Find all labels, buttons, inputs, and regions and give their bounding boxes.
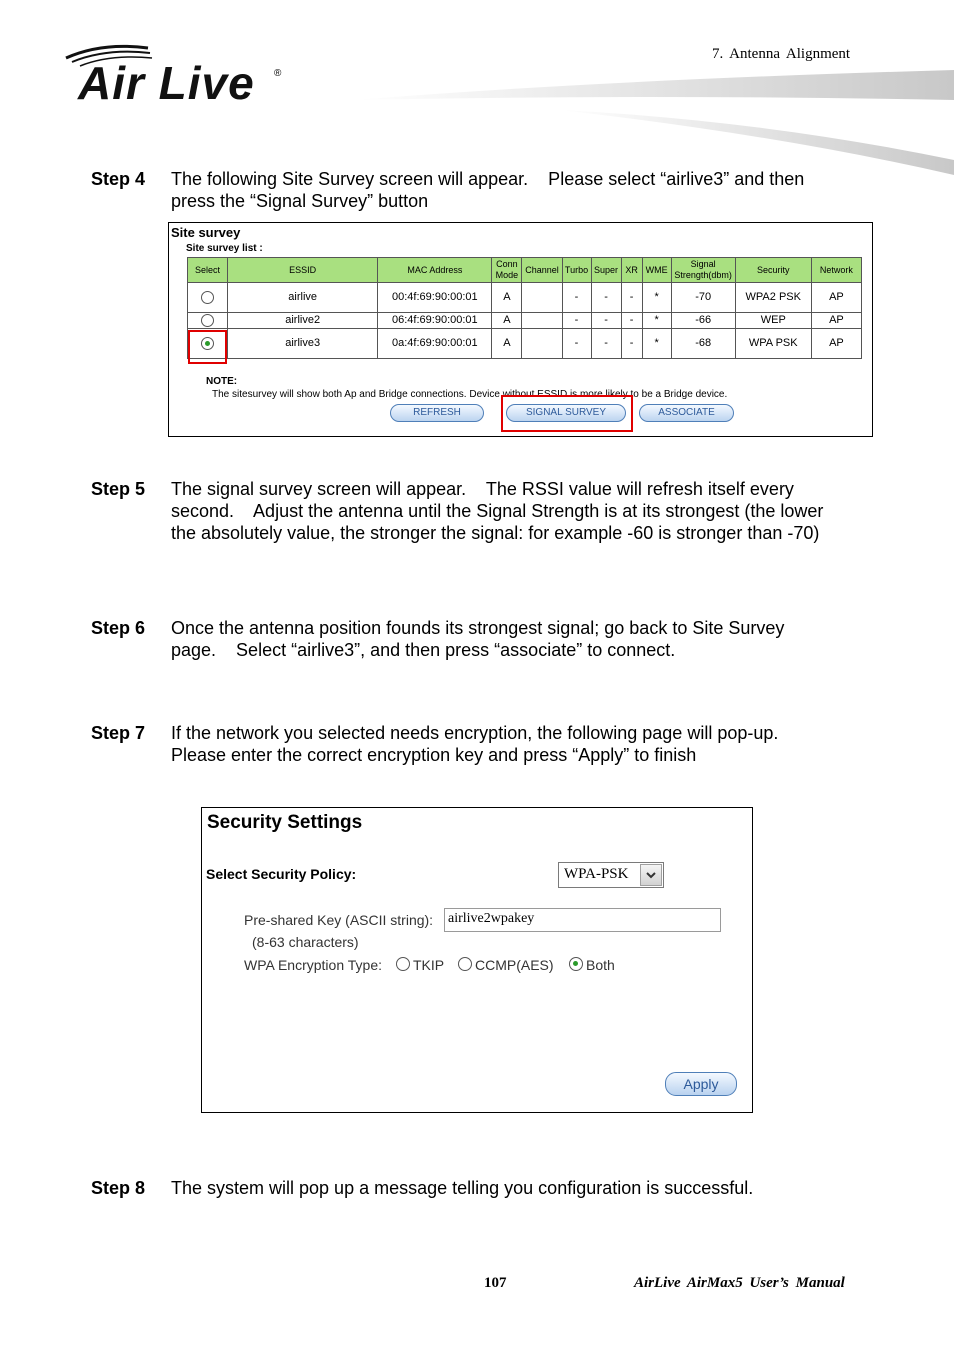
step-line: The system will pop up a message telling you configuration is successful. [171, 1178, 754, 1198]
select-radio[interactable] [201, 314, 214, 327]
option-label: TKIP [413, 957, 445, 973]
network-cell: AP [811, 313, 861, 329]
site-survey-title: Site survey [171, 225, 241, 240]
signal-survey-button[interactable]: SIGNAL SURVEY [506, 404, 626, 422]
turbo-cell: - [562, 283, 591, 313]
step-label: Step 7 [91, 723, 146, 743]
step-label: Step 5 [91, 479, 146, 499]
select-cell [188, 283, 228, 313]
selection-highlight [188, 330, 227, 364]
wme-cell: * [642, 283, 671, 313]
step-line: press the “Signal Survey” button [171, 191, 429, 211]
column-header: ESSID [228, 258, 378, 283]
signal-cell: -66 [671, 313, 735, 329]
super-cell: - [591, 313, 621, 329]
step-text [171, 1177, 871, 1199]
note-heading: NOTE: [206, 376, 238, 387]
security-cell: WPA2 PSK [735, 283, 811, 313]
xr-cell: - [621, 329, 642, 359]
column-header: Signal Strength(dbm) [671, 258, 735, 283]
step-text [171, 168, 871, 212]
step-line: If the network you selected needs encryption, the following page will pop-up. [171, 723, 779, 743]
logo-text: Air Live [78, 57, 255, 109]
psk-hint: (8-63 characters) [252, 934, 359, 950]
step-line: the absolutely value, the stronger the signal: for example -60 is stronger than -70) [171, 523, 820, 543]
chevron-down-icon[interactable] [640, 864, 662, 886]
mac-cell: 0a:4f:69:90:00:01 [378, 329, 492, 359]
step-line: second. Adjust the antenna until the Signal Strength is at its strongest (the lower [171, 501, 824, 521]
essid-cell: airlive3 [228, 329, 378, 359]
mac-cell: 00:4f:69:90:00:01 [378, 283, 492, 313]
wme-cell: * [642, 329, 671, 359]
site-survey-table [187, 257, 862, 359]
tkip-radio[interactable] [396, 957, 410, 971]
select-radio[interactable] [201, 291, 214, 304]
security-policy-value: WPA-PSK [564, 866, 629, 882]
security-policy-select[interactable] [558, 862, 664, 888]
manual-title: AirLive AirMax5 User’s Manual [634, 1275, 845, 1291]
note-text: The sitesurvey will show both Ap and Bridge connections. Device without ESSID is more likely to be a Bridge device. [212, 389, 728, 400]
step-line: The following Site Survey screen will appear. Please select “airlive3” and then [171, 169, 805, 189]
step-label: Step 4 [91, 169, 146, 189]
xr-cell: - [621, 283, 642, 313]
step-line: page. Select “airlive3”, and then press “associate” to connect. [171, 640, 676, 660]
security-settings-panel [201, 807, 753, 1113]
option-label: Both [586, 957, 615, 973]
column-header: Network [811, 258, 861, 283]
table-row [188, 313, 862, 329]
security-cell: WEP [735, 313, 811, 329]
essid-cell: airlive2 [228, 313, 378, 329]
psk-value: airlive2wpakey [448, 911, 535, 926]
security-cell: WPA PSK [735, 329, 811, 359]
option-label: CCMP(AES) [475, 957, 554, 973]
column-header: Super [591, 258, 621, 283]
encryption-type-label: WPA Encryption Type: [244, 957, 382, 973]
step-text [171, 722, 871, 766]
network-cell: AP [811, 283, 861, 313]
logo-registered-mark: ® [274, 68, 282, 79]
channel-cell [522, 283, 562, 313]
page-number: 107 [484, 1275, 507, 1291]
signal-cell: -68 [671, 329, 735, 359]
header-swoosh-decoration [0, 60, 954, 180]
security-policy-label: Select Security Policy: [206, 866, 357, 882]
channel-cell [522, 329, 562, 359]
step-label: Step 8 [91, 1178, 146, 1198]
super-cell: - [591, 329, 621, 359]
chapter-heading: 7. Antenna Alignment [712, 46, 851, 62]
table-row [188, 329, 862, 359]
column-header: Select [188, 258, 228, 283]
column-header: MAC Address [378, 258, 492, 283]
ccmp-radio[interactable] [458, 957, 472, 971]
column-header: Conn Mode [492, 258, 522, 283]
conn-cell: A [492, 313, 522, 329]
associate-button[interactable]: ASSOCIATE [639, 404, 734, 422]
table-header-row [188, 258, 862, 283]
conn-cell: A [492, 283, 522, 313]
step-text [171, 617, 871, 661]
mac-cell: 06:4f:69:90:00:01 [378, 313, 492, 329]
option-ccmp[interactable] [458, 957, 554, 973]
security-settings-title: Security Settings [207, 812, 363, 833]
turbo-cell: - [562, 313, 591, 329]
signal-survey-highlight [501, 395, 633, 432]
essid-cell: airlive [228, 283, 378, 313]
turbo-cell: - [562, 329, 591, 359]
step-label: Step 6 [91, 618, 146, 638]
column-header: WME [642, 258, 671, 283]
table-row [188, 283, 862, 313]
column-header: Channel [522, 258, 562, 283]
site-survey-subtitle: Site survey list : [186, 243, 263, 254]
channel-cell [522, 313, 562, 329]
column-header: XR [621, 258, 642, 283]
apply-button[interactable]: Apply [665, 1072, 737, 1096]
psk-input[interactable] [444, 908, 721, 932]
both-radio-selected[interactable] [569, 957, 583, 971]
conn-cell: A [492, 329, 522, 359]
super-cell: - [591, 283, 621, 313]
step-line: Once the antenna position founds its strongest signal; go back to Site Survey [171, 618, 785, 638]
column-header: Turbo [562, 258, 591, 283]
network-cell: AP [811, 329, 861, 359]
select-cell [188, 313, 228, 329]
xr-cell: - [621, 313, 642, 329]
site-survey-panel [168, 222, 873, 437]
psk-label: Pre-shared Key (ASCII string): [244, 912, 434, 928]
option-tkip[interactable] [396, 957, 444, 973]
signal-cell: -70 [671, 283, 735, 313]
step-line: The signal survey screen will appear. The RSSI value will refresh itself every [171, 479, 794, 499]
step-text [171, 478, 871, 544]
column-header: Security [735, 258, 811, 283]
step-line: Please enter the correct encryption key and press “Apply” to finish [171, 745, 697, 765]
wme-cell: * [642, 313, 671, 329]
option-both[interactable] [569, 957, 615, 973]
refresh-button[interactable]: REFRESH [390, 404, 484, 422]
